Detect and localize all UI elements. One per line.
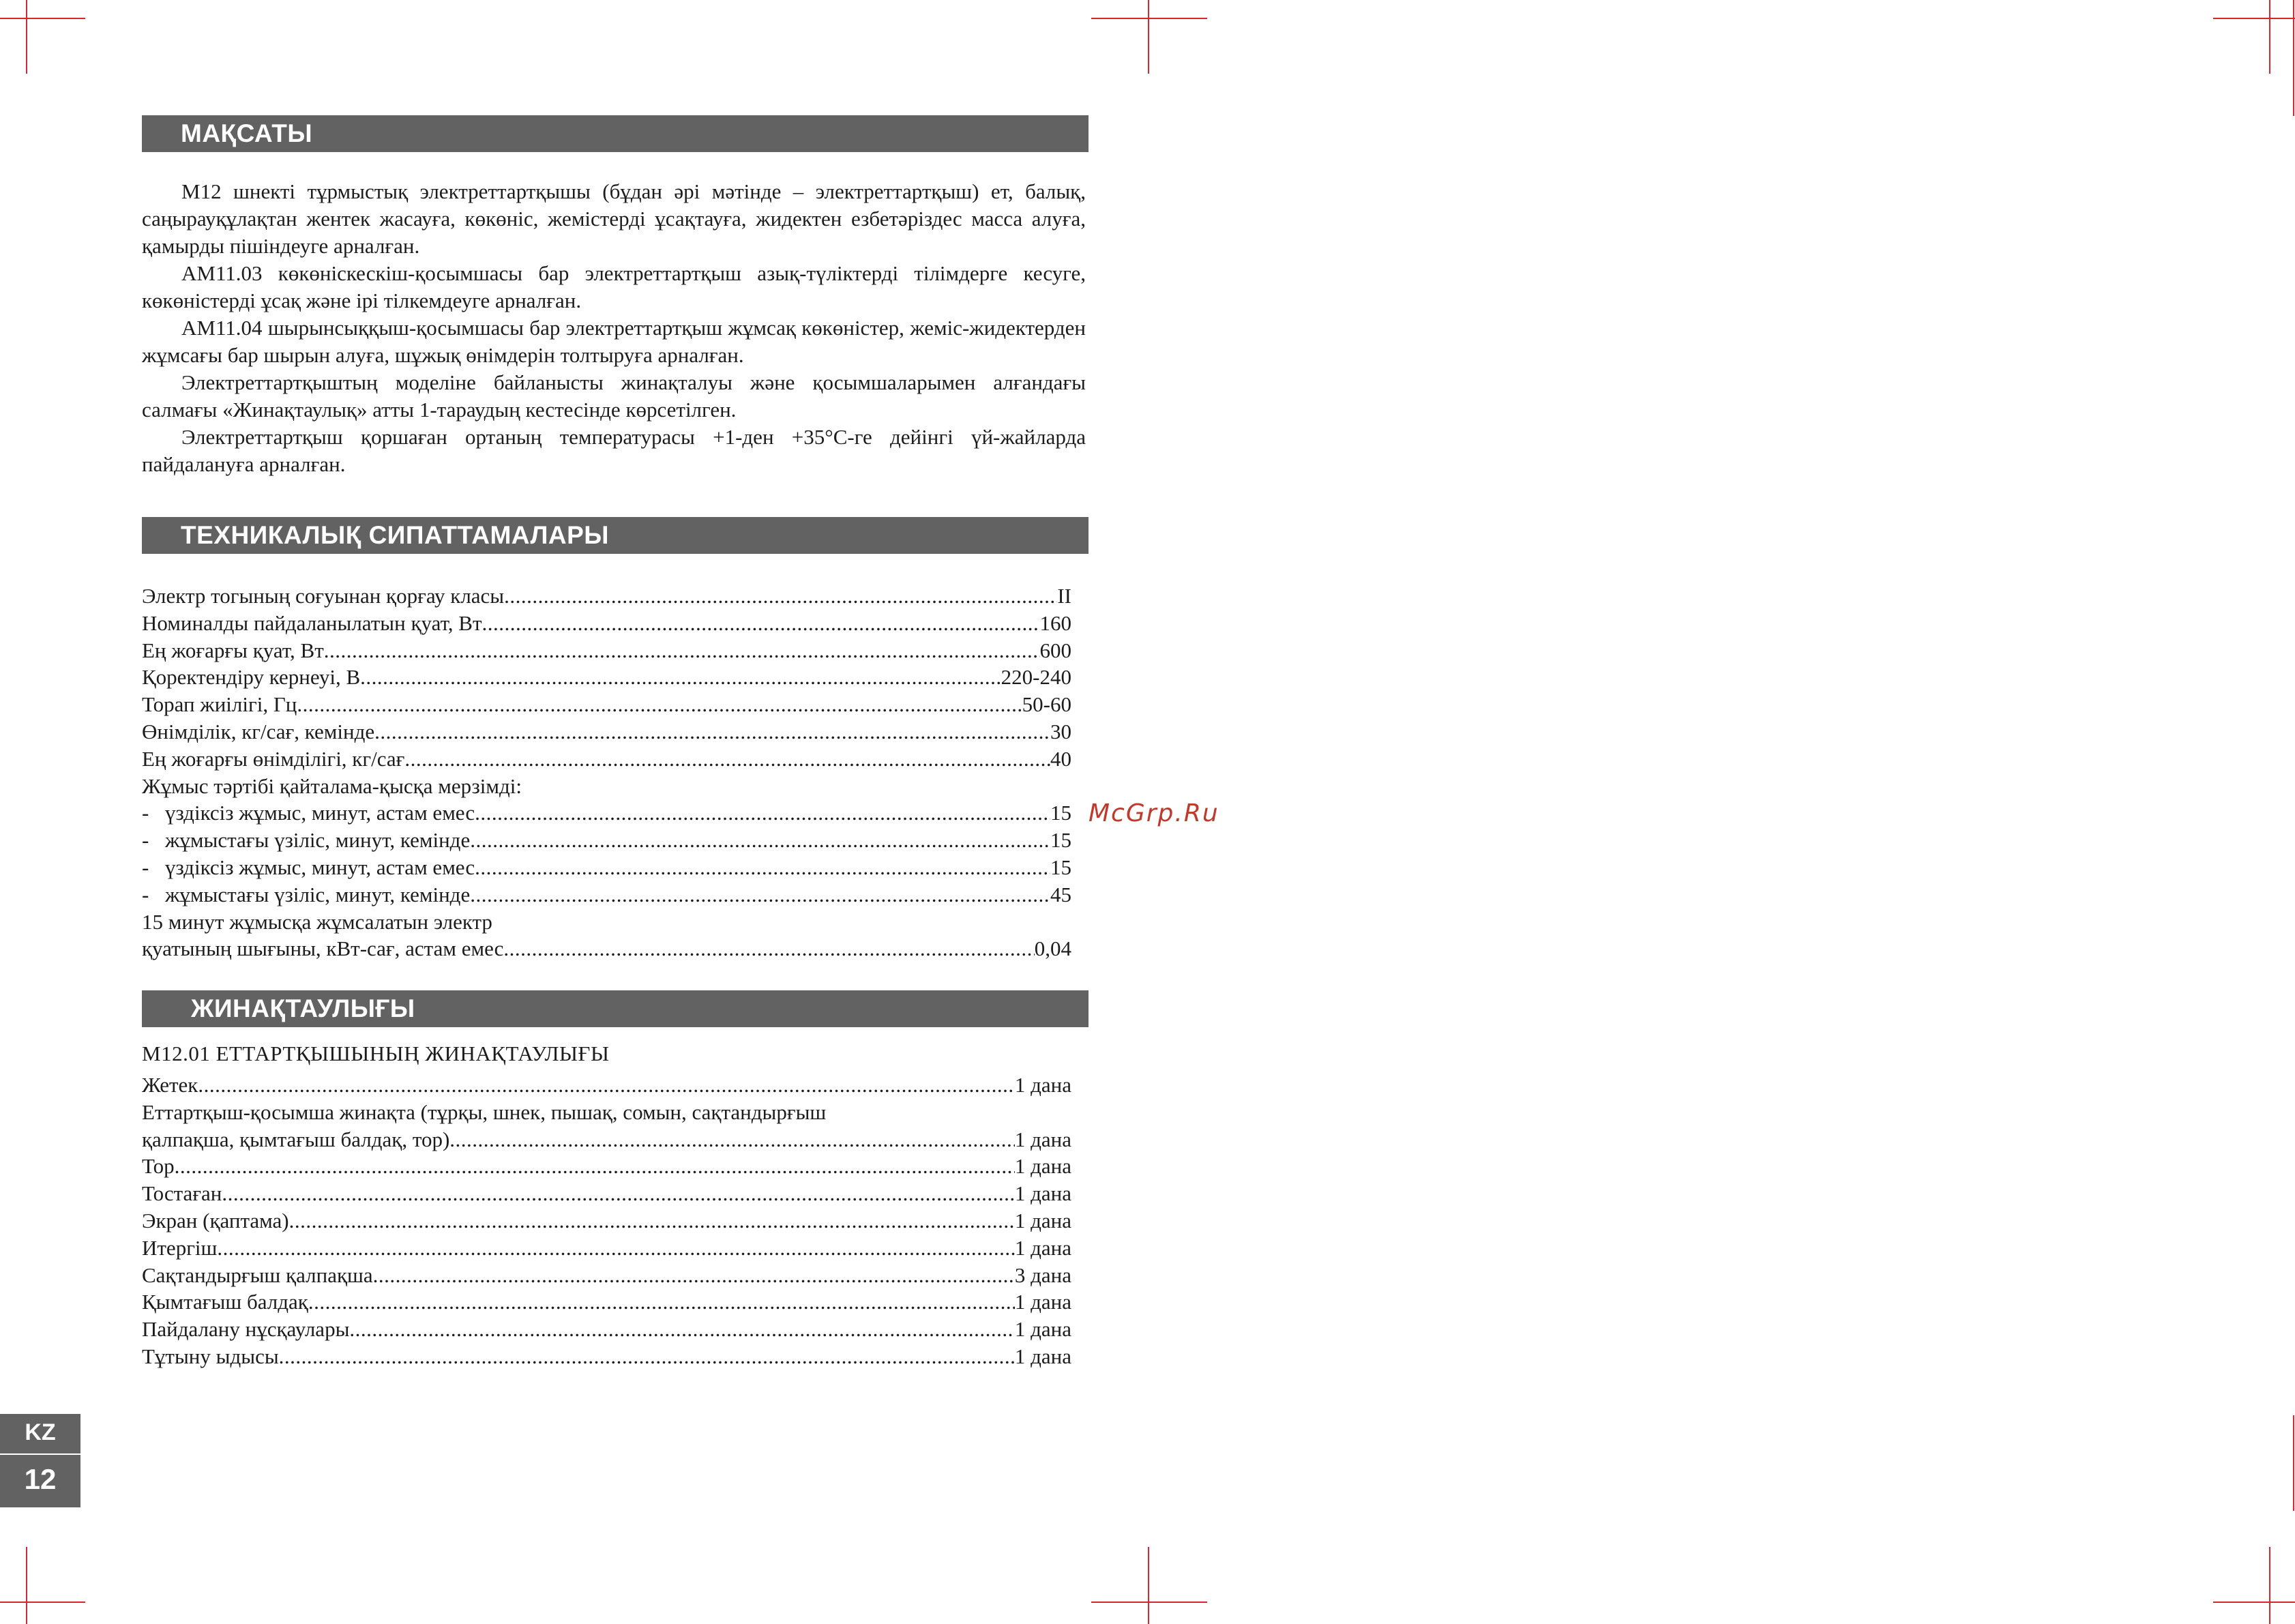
crop-mark (2213, 1601, 2295, 1603)
leader-dots (360, 664, 1001, 691)
crop-mark (2269, 0, 2270, 74)
kit-value: 1 дана (1014, 1290, 1071, 1314)
spec-label: Торап жиілігі, Гц (142, 692, 297, 717)
mode-label-text: жұмыстағы үзіліс, минут, кемінде (165, 828, 471, 853)
kit-value: 1 дана (1014, 1208, 1071, 1232)
crop-mark (2293, 0, 2294, 116)
crop-mark (26, 1547, 27, 1624)
spec-label: Өнімділік, кг/сағ, кемінде (142, 719, 375, 743)
spec-value: II (1057, 584, 1071, 608)
kit-label: Тұтыну ыдысы (142, 1344, 279, 1368)
leader-dots (503, 935, 1034, 962)
spec-row (142, 582, 1071, 610)
crop-mark (0, 1601, 85, 1603)
leader-dots (504, 582, 1057, 610)
dash: - (142, 855, 149, 879)
mode-row (142, 827, 1071, 854)
language-label: KZ (25, 1419, 56, 1445)
leader-dots (470, 881, 1050, 909)
spec-label: Қоректендіру кернеуі, В (142, 665, 361, 690)
leader-dots (217, 1235, 1014, 1262)
crop-mark (2293, 1415, 2294, 1511)
kit-row (142, 1343, 1071, 1370)
leader-dots (324, 637, 1040, 664)
mode-label-text: жұмыстағы үзіліс, минут, кемінде (165, 882, 471, 906)
kit-value: 1 дана (1014, 1073, 1071, 1097)
leader-dots (470, 827, 1050, 854)
spec-label: Электр тогының соғуынан қорғау класы (142, 584, 505, 608)
kit-label: Итергіш (142, 1235, 218, 1260)
watermark: McGrp.Ru (1089, 799, 1219, 827)
spec-label: Номиналды пайдаланылатын қуат, Вт (142, 610, 482, 635)
spec-row (142, 745, 1071, 773)
spec-value: 30 (1050, 719, 1071, 743)
section-header-specs: ТЕХНИКАЛЫҚ СИПАТТАМАЛАРЫ (142, 517, 1089, 554)
purpose-paragraph: М12 шнекті тұрмыстық электреттартқышы (бұдан әрі мәтінде – электреттартқыш) ет, балық, саңырауқұлақтан жентек жасауға, көкөніс, жемістерді ұсақтауға, жидектен езбетәріздес масса алуға, қамырды пішіндеуге арналған. (142, 179, 1086, 258)
crop-mark (2269, 1547, 2270, 1624)
page-tab (0, 1414, 80, 1507)
crop-mark (0, 18, 85, 19)
kit-label: Тор (142, 1154, 175, 1179)
section-header-kit: ЖИНАҚТАУЛЫҒЫ (142, 990, 1089, 1027)
kit-value: 1 дана (1014, 1154, 1071, 1179)
energy-row (142, 935, 1071, 962)
spec-value: 600 (1039, 638, 1071, 662)
energy-value: 0,04 (1034, 936, 1071, 961)
kit-label: Сақтандырғыш қалпақша (142, 1263, 373, 1287)
spec-row (142, 664, 1071, 691)
kit-value: 3 дана (1014, 1263, 1071, 1287)
mode-value: 15 (1050, 801, 1071, 825)
specs-list (142, 582, 1071, 962)
kit-value: 1 дана (1014, 1127, 1071, 1151)
leader-dots (373, 1262, 1015, 1289)
kit-subtitle: М12.01 ЕТТАРТҚЫШЫНЫҢ ЖИНАҚТАУЛЫҒЫ (142, 1042, 610, 1065)
mode-label (142, 854, 475, 881)
kit-row (142, 1262, 1071, 1289)
mode-heading: Жұмыс тәртібі қайталама-қысқа мерзімді: (142, 773, 522, 798)
kit-label: Пайдалану нұсқаулары (142, 1317, 350, 1342)
spec-label: Ең жоғарғы қуат, Вт (142, 638, 324, 662)
kit-row (142, 1153, 1071, 1180)
kit-value: 1 дана (1014, 1317, 1071, 1342)
mode-label-text: үздіксіз жұмыс, минут, астам емес (165, 801, 475, 825)
leader-dots (404, 745, 1050, 773)
crop-mark (1148, 0, 1149, 74)
crop-mark (1148, 1547, 1149, 1624)
kit-label: Қымтағыш балдақ (142, 1290, 308, 1314)
purpose-paragraph: Электреттартқыш қоршаған ортаның температурасы +1-ден +35°С-ге дейінгі үй-жайларда пайдалануға арналған. (142, 425, 1086, 476)
mode-value: 45 (1050, 882, 1071, 906)
kit-label: Тостаған (142, 1181, 222, 1206)
dash: - (142, 882, 149, 906)
leader-dots (175, 1153, 1015, 1180)
leader-dots (482, 610, 1040, 637)
spec-row (142, 718, 1071, 745)
kit-row (142, 1288, 1071, 1316)
crop-mark (1091, 18, 1207, 19)
mode-label (142, 827, 470, 854)
mode-row (142, 799, 1071, 827)
spec-value: 40 (1050, 746, 1071, 771)
kit-label: Жетек (142, 1073, 198, 1097)
leader-dots (475, 799, 1050, 827)
kit-row (142, 1126, 1071, 1153)
tab-divider (0, 1453, 80, 1455)
spec-value: 160 (1039, 610, 1071, 635)
mode-value: 15 (1050, 828, 1071, 853)
kit-row (142, 1207, 1071, 1235)
spec-label: Ең жоғарғы өнімділігі, кг/сағ (142, 746, 405, 771)
mode-label (142, 881, 470, 909)
crop-mark (1091, 1601, 1207, 1603)
leader-dots (297, 691, 1022, 718)
leader-dots (222, 1180, 1014, 1207)
leader-dots (198, 1072, 1015, 1099)
kit-row (142, 1235, 1071, 1262)
kit-label: қалпақша, қымтағыш балдақ, тор) (142, 1127, 450, 1151)
spec-row (142, 610, 1071, 637)
kit-value: 1 дана (1014, 1181, 1071, 1206)
page-number: 12 (24, 1463, 57, 1495)
kit-value: 1 дана (1014, 1344, 1071, 1368)
dash: - (142, 828, 149, 853)
crop-mark (26, 0, 27, 74)
leader-dots (449, 1126, 1015, 1153)
kit-row (142, 1180, 1071, 1207)
leader-dots (279, 1343, 1015, 1370)
spec-value: 220-240 (1001, 665, 1071, 690)
mode-row (142, 881, 1071, 909)
purpose-paragraph: Электреттартқыштың моделіне байланысты жинақталуы және қосымшаларымен алғандағы салмағы «Жинақтаулық» атты 1-тараудың кестесінде көрсетілген. (142, 370, 1086, 422)
spec-value: 50-60 (1022, 692, 1071, 717)
mode-row (142, 854, 1071, 881)
leader-dots (349, 1316, 1014, 1343)
kit-row (142, 1316, 1071, 1343)
kit-label: Экран (қаптама) (142, 1208, 289, 1232)
kit-value: 1 дана (1014, 1235, 1071, 1260)
kit-list (142, 1072, 1071, 1370)
spec-row (142, 637, 1071, 664)
crop-mark (2213, 18, 2295, 19)
purpose-paragraph: АМ11.04 шырынсыққыш-қосымшасы бар электреттартқыш жұмсақ көкөністер, жеміс-жидектерден жұмсағы бар шырын алуға, шұжық өнімдерін толтыруға арналған. (142, 316, 1086, 367)
section-header-purpose: МАҚСАТЫ (142, 115, 1089, 152)
dash: - (142, 801, 149, 825)
leader-dots (475, 854, 1050, 881)
purpose-text (142, 178, 1086, 478)
mode-label-text: үздіксіз жұмыс, минут, астам емес (165, 855, 475, 879)
kit-multiline-text: Еттартқыш-қосымша жинақта (тұрқы, шнек, пышақ, сомын, сақтандырғыш (142, 1099, 827, 1124)
leader-dots (308, 1288, 1015, 1316)
leader-dots (374, 718, 1050, 745)
kit-row (142, 1072, 1071, 1099)
purpose-paragraph: АМ11.03 көкөніскескіш-қосымшасы бар электреттартқыш азық-түліктерді тілімдерге кесуге, көкөністерді ұсақ және ірі тілкемдеуге арналған. (142, 261, 1086, 312)
leader-dots (289, 1207, 1015, 1235)
mode-label (142, 799, 475, 827)
energy-label: қуатының шығыны, кВт-сағ, астам емес (142, 936, 504, 961)
spec-row (142, 691, 1071, 718)
mode-value: 15 (1050, 855, 1071, 879)
energy-line: 15 минут жұмысқа жұмсалатын электр (142, 909, 492, 934)
